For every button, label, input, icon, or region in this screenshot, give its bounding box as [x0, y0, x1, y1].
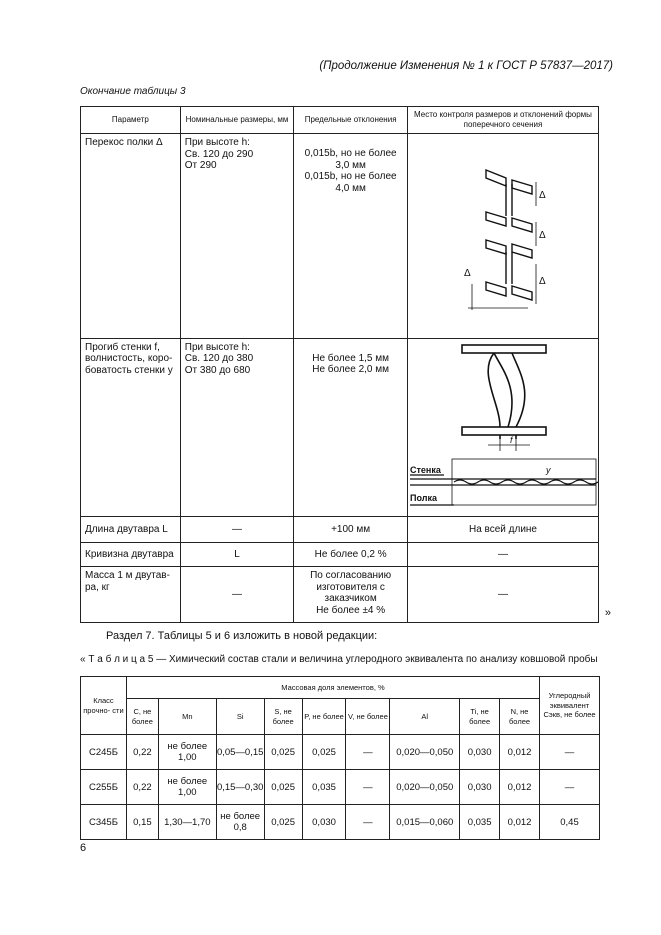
- table5-header-group: Массовая доля элементов, %: [126, 677, 539, 699]
- place-cell-diagram: [407, 338, 598, 517]
- table5-subheader: C, не более: [126, 699, 158, 735]
- table5-cell: 0,015—0,060: [390, 805, 460, 840]
- nominal-cell: —: [180, 517, 294, 543]
- table5-caption: « Т а б л и ц а 5 — Химический состав стали и величина углеродного эквивалента по анализу ковшовой пробы: [80, 654, 598, 665]
- table5-cell: 0,025: [264, 770, 302, 805]
- table-row: [81, 567, 599, 623]
- table5-cell: 0,05—0,15: [216, 735, 264, 770]
- table5-cell: 0,025: [264, 805, 302, 840]
- table5-subheader: Al: [390, 699, 460, 735]
- table5-cell: 0,035: [460, 805, 500, 840]
- delta-label: Δ: [538, 230, 546, 241]
- table5-header-row: [81, 677, 600, 699]
- table5-cell: 0,030: [302, 805, 346, 840]
- table5-cell: не более 0,8: [216, 805, 264, 840]
- deviation-cell: Не более 0,2 %: [294, 543, 408, 567]
- table-row: [81, 770, 600, 805]
- deviation-cell: +100 мм: [294, 517, 408, 543]
- table5-cell: —: [540, 735, 600, 770]
- table5-cell: —: [346, 735, 390, 770]
- table5-cell: не более 1,00: [158, 770, 216, 805]
- table3-caption: Окончание таблицы 3: [80, 86, 186, 97]
- table5-header-ce: Углеродный эквивалент Cэкв, не более: [540, 677, 600, 735]
- table5-subheader: V, не более: [346, 699, 390, 735]
- table5-cell: 0,030: [460, 735, 500, 770]
- table5-subheader: S, не более: [264, 699, 302, 735]
- nominal-cell: —: [180, 567, 294, 623]
- deviation-cell: По согласованию изготовителя с заказчиком Не более ±4 %: [294, 567, 408, 623]
- table5-cell: С255Б: [81, 770, 127, 805]
- table3-header-place: Место контроля размеров и отклонений формы поперечного сечения: [407, 107, 598, 134]
- table5-cell: не более 1,00: [158, 735, 216, 770]
- table5-header-class: Класс прочно- сти: [81, 677, 127, 735]
- table5-cell: 0,030: [460, 770, 500, 805]
- table5-cell: С345Б: [81, 805, 127, 840]
- table3-header-row: [81, 107, 599, 134]
- table5-cell: 0,012: [500, 770, 540, 805]
- f-label: f: [509, 434, 513, 445]
- nominal-cell: При высоте h: Св. 120 до 290 От 290: [180, 134, 294, 339]
- table-row: [81, 338, 599, 517]
- table5: [80, 676, 600, 840]
- place-cell-diagram: [407, 134, 598, 339]
- table5-cell: —: [346, 805, 390, 840]
- table5-subheader: N, не более: [500, 699, 540, 735]
- table5-cell: 0,012: [500, 805, 540, 840]
- table-row: [81, 517, 599, 543]
- table5-cell: С245Б: [81, 735, 127, 770]
- param-cell: Кривизна двутавра: [81, 543, 181, 567]
- table5-cell: 0,020—0,050: [390, 770, 460, 805]
- deviation-cell: 0,015b, но не более 3,0 мм 0,015b, но не более 4,0 мм: [294, 134, 408, 339]
- flange-label: Полка: [409, 492, 437, 503]
- table5-cell: 0,15—0,30: [216, 770, 264, 805]
- table5-cell: 0,025: [302, 735, 346, 770]
- param-cell: Прогиб стенки f, волнистость, коро- боватость стенки y: [81, 338, 181, 517]
- delta-label: Δ: [463, 268, 471, 279]
- param-cell: Длина двутавра L: [81, 517, 181, 543]
- table5-subheader: Si: [216, 699, 264, 735]
- table5-cell: 0,020—0,050: [390, 735, 460, 770]
- web-label: Стенка: [409, 464, 441, 475]
- table5-cell: 0,22: [126, 735, 158, 770]
- table3-header-nominal: Номинальные размеры, мм: [180, 107, 294, 134]
- table5-subheader: Mn: [158, 699, 216, 735]
- table-row: [81, 134, 599, 339]
- table3: [80, 106, 599, 623]
- table5-cell: 1,30—1,70: [158, 805, 216, 840]
- table5-cell: 0,025: [264, 735, 302, 770]
- table5-cell: 0,035: [302, 770, 346, 805]
- nominal-cell: При высоте h: Св. 120 до 380 От 380 до 680: [180, 338, 294, 517]
- delta-label: Δ: [538, 276, 546, 287]
- table-row: [81, 805, 600, 840]
- nominal-cell: L: [180, 543, 294, 567]
- close-quote: »: [604, 607, 611, 619]
- table5-cell: 0,15: [126, 805, 158, 840]
- place-cell: —: [407, 543, 598, 567]
- web-deflection-diagram: [408, 339, 598, 513]
- deviation-cell: Не более 1,5 мм Не более 2,0 мм: [294, 338, 408, 517]
- table5-cell: 0,22: [126, 770, 158, 805]
- table5-cell: 0,012: [500, 735, 540, 770]
- param-cell: Масса 1 м двутав- ра, кг: [81, 567, 181, 623]
- table5-subheader-row: [81, 699, 600, 735]
- table3-header-deviation: Предельные отклонения: [294, 107, 408, 134]
- page-number: 6: [80, 842, 87, 854]
- table5-subheader: Ti, не более: [460, 699, 500, 735]
- flange-tilt-diagram: [408, 134, 598, 334]
- y-label: y: [545, 464, 551, 475]
- param-cell: Перекос полки Δ: [81, 134, 181, 339]
- table-row: [81, 735, 600, 770]
- table5-cell: —: [346, 770, 390, 805]
- place-cell: На всей длине: [407, 517, 598, 543]
- page-header: (Продолжение Изменения № 1 к ГОСТ Р 57837—2017): [319, 60, 613, 72]
- table5-subheader: P, не более: [302, 699, 346, 735]
- delta-label: Δ: [538, 190, 546, 201]
- table-row: [81, 543, 599, 567]
- table5-cell: —: [540, 770, 600, 805]
- place-cell: —: [407, 567, 598, 623]
- section-text: Раздел 7. Таблицы 5 и 6 изложить в новой редакции:: [106, 630, 378, 642]
- table5-cell: 0,45: [540, 805, 600, 840]
- table3-header-param: Параметр: [81, 107, 181, 134]
